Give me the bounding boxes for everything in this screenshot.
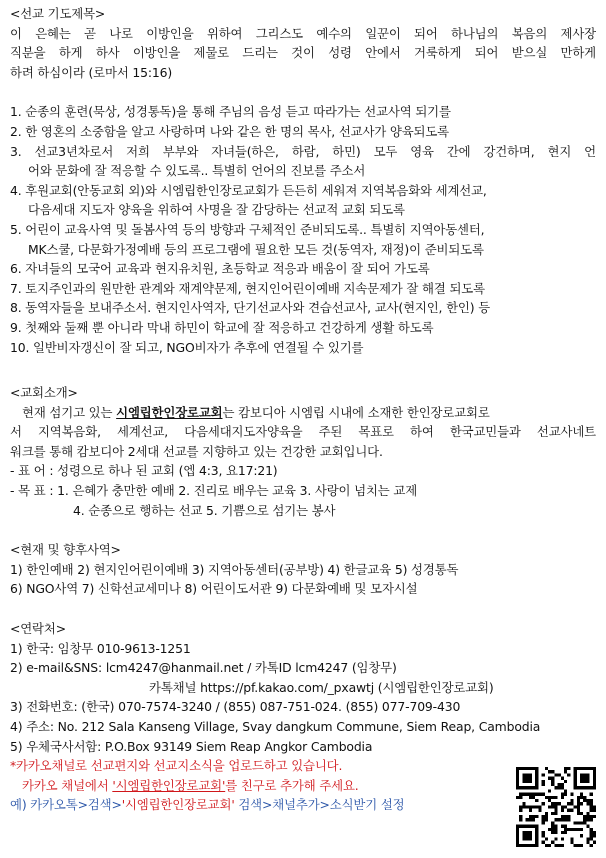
contact-email: 2) e-mail&SNS: lcm4247@hanmail.net / 카톡ID lcm4247 (임창무) [10,660,397,676]
prayer-item: 2. 한 영혼의 소중함을 알고 사랑하며 나와 같은 한 명의 목사, 선교사가 양육되도록 [10,123,449,139]
contact-pobox: 5) 우체국사서함: P.O.Box 93149 Siem Reap Angkor Cambodia [10,738,373,754]
prayer-item-cont: 어와 문화에 잘 적응할 수 있도록.. 특별히 언어의 진보를 주소서 [28,163,366,179]
notice-text: 를 친구로 추가해 주세요. [225,777,359,793]
church-name: 시엠립한인장로교회 [116,404,223,420]
intro-section [10,383,596,520]
prayer-item: 7. 토지주인과의 원만한 관계와 재계약문제, 현지인어린이예배 지속문제가 잘 해결 되도록 [10,280,485,296]
verse-line: 직분을 하게 하사 이방인을 제물로 드리는 것이 성령 안에서 거룩하게 되어 받으실 만하게 [10,45,596,61]
ministry-heading: <현재 및 향후사역> [10,542,121,558]
motto-line: - 표 어 : 성령으로 하나 된 교회 (엡 4:3, 요17:21) [10,463,278,479]
notice-section [10,756,596,815]
verse-line: 이 은혜는 곧 나로 이방인을 위하여 그리스도 예수의 일꾼이 되어 하나님의 복음의 제사장 [10,25,596,41]
intro-lead: 현재 섬기고 있는 [22,404,113,420]
intro-heading: <교회소개> [10,385,78,401]
contact-heading: <연락처> [10,621,66,637]
prayer-section [10,4,596,357]
ministry-section [10,540,596,599]
spacer [10,82,596,102]
prayer-item: 6. 자녀들의 모국어 교육과 현지유치원, 초등학교 적응과 배움이 잘 되어 가도록 [10,261,430,277]
spacer [10,520,596,540]
contact-address: 4) 주소: No. 212 Sala Kanseng Village, Svay dangkum Commune, Siem Reap, Cambodia [10,719,541,734]
intro-line: 워크를 통해 캄보디아 2세대 선교를 지향하고 있는 건강한 교회입니다. [10,443,383,459]
spacer [10,357,596,377]
prayer-item: 8. 동역자들을 보내주소서. 현지인사역자, 단기선교사와 견습선교사, 교사(현지인, 한인) 등 [10,300,491,316]
intro-line: 서 지역복음화, 세계선교, 다음세대지도자양육을 주된 목표로 하여 한국교민들과 선교사네트 [10,424,596,440]
intro-line [10,403,596,423]
prayer-item: 4. 후원교회(안동교회 외)와 시엠립한인장로교회가 든든히 세워져 지역복음화와 세계선교, [10,182,487,198]
qr-code-icon [516,766,596,848]
document-body [10,4,596,815]
prayer-item: 5. 어린이 교육사역 및 돌봄사역 등의 방향과 구체적인 준비되도록.. 특별히 지역아동센터, [10,221,485,237]
notice-text: 예) 카카오톡>검색> [10,797,122,813]
notice-text: 카카오 채널에서 [22,777,113,793]
spacer [10,599,596,619]
prayer-item: 10. 일반비자갱신이 잘 되고, NGO비자가 추후에 연결될 수 있기를 [10,339,364,355]
prayer-item: 1. 순종의 훈련(묵상, 성경통독)을 통해 주님의 음성 듣고 따라가는 선교사역 되기를 [10,104,451,120]
notice-line: *카카오채널로 선교편지와 선교지소식을 업로드하고 있습니다. [10,758,343,774]
contact-phone-kr: 1) 한국: 임창무 010-9613-1251 [10,640,191,656]
intro-rest: 는 캄보디아 시엠립 시내에 소재한 한인장로교회로 [222,404,490,420]
notice-line [10,776,596,796]
goals-line: 4. 순종으로 행하는 선교 5. 기쁨으로 섬기는 봉사 [73,502,336,518]
prayer-heading: <선교 기도제목> [10,6,106,21]
prayer-item: 9. 첫째와 둘째 뿐 아니라 막내 하민이 학교에 잘 적응하고 건강하게 생활 하도록 [10,319,434,335]
ministry-line: 6) NGO사역 7) 신학선교세미나 8) 어린이도서관 9) 다문화예배 및 모자시설 [10,581,418,597]
prayer-item-cont: MK스쿨, 다문화가정예배 등의 프로그램에 필요한 모든 것(동역자, 재정)이 준비되도록 [28,241,484,257]
channel-name: '시엠립한인장로교회' [121,797,235,813]
goals-line: - 목 표 : 1. 은혜가 충만한 예배 2. 진리로 배우는 교육 3. 사랑이 넘치는 교제 [10,483,418,499]
verse-line: 하려 하심이라 (로마서 15:16) [10,64,173,80]
prayer-item-cont: 다음세대 지도자 양육을 위하여 사명을 잘 감당하는 선교적 교회 되도록 [28,202,405,218]
ministry-line: 1) 한인예배 2) 현지인어린이예배 3) 지역아동센터(공부방) 4) 한글교육 5) 성경통독 [10,561,459,577]
notice-line [10,795,596,815]
contact-phone: 3) 전화번호: (한국) 070-7574-3240 / (855) 087-751-024. (855) 077-709-430 [10,699,461,715]
contact-kakao-channel: 카톡채널 https://pf.kakao.com/_pxawtj (시엠립한인장로교회) [149,679,494,695]
notice-text: 검색>채널추가>소식받기 설정 [234,797,405,813]
channel-name: '시엠립한인장로교회' [112,777,226,793]
prayer-item: 3. 선교3년차로서 저희 부부와 자녀들(하은, 하람, 하민) 모두 영육 간에 강건하며, 현지 언 [10,143,596,159]
contact-section [10,619,596,756]
